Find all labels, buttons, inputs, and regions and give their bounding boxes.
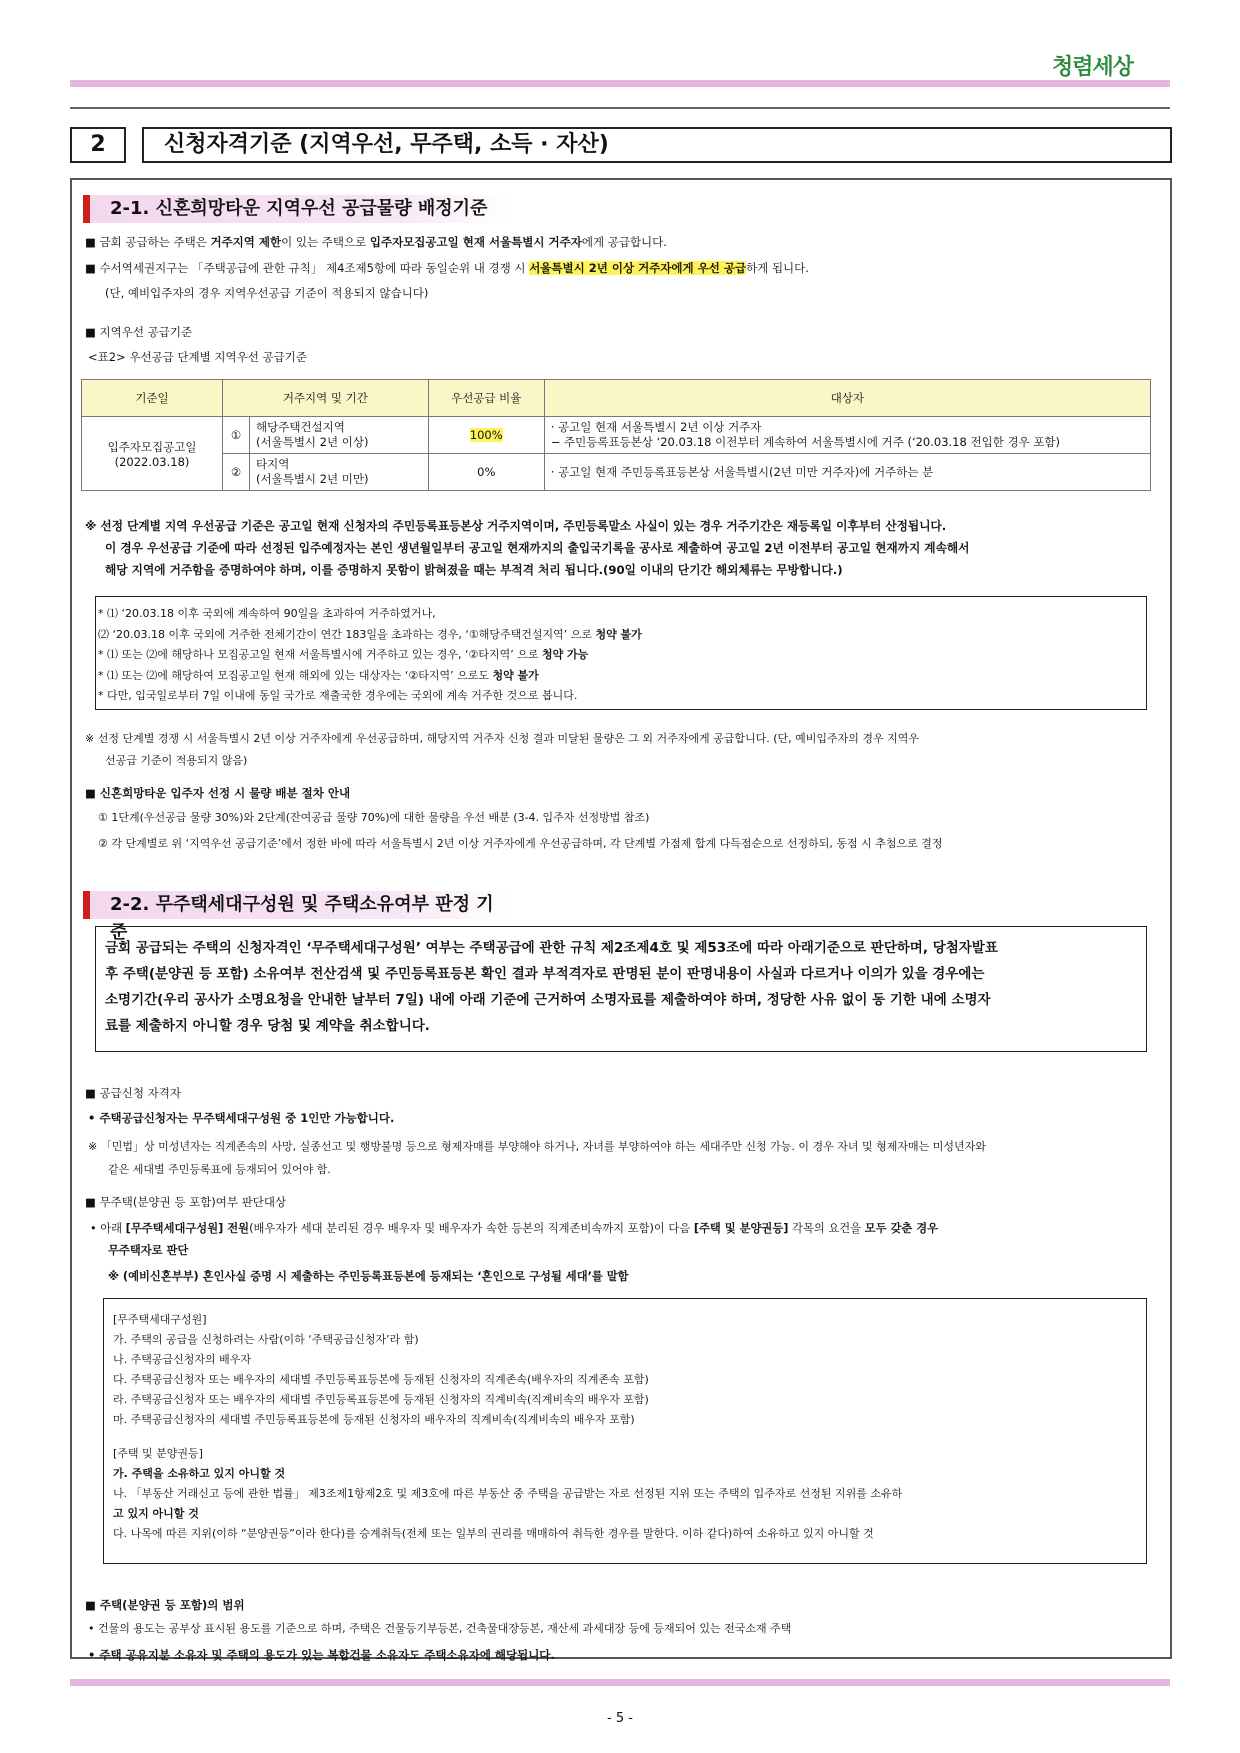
qualification-heading: ■ 공급신청 자격자 xyxy=(85,1086,181,1100)
paragraph-1: ■ 금회 공급하는 주택은 거주지역 제한이 있는 주택으로 입주자모집공고일 현재 서울특별시 거주자에게 공급합니다. xyxy=(85,235,667,249)
row2-number: ② xyxy=(223,454,250,491)
priority-table xyxy=(81,379,1151,491)
paragraph-2: ■ 수서역세권지구는 「주택공급에 관한 규칙」 제4조제5항에 따라 동일순위 내 경쟁 시 서울특별시 2년 이상 거주자에게 우선 공급하게 됩니다. xyxy=(85,261,809,275)
procedure-2: ② 각 단계별로 위 ‘지역우선 공급기준’에서 정한 바에 따라 서울특별시 2년 이상 거주자에게 우선공급하며, 각 단계별 가점제 합계 다득점순으로 선정하되, 동점 시 추첨으로 결정 xyxy=(98,837,943,850)
date-label: 입주자모집공고일 xyxy=(107,439,197,454)
subsection-heading-2-2: 2-2. 무주택세대구성원 및 주택소유여부 판정 기준 xyxy=(83,891,510,919)
section-title: 신청자격기준 (지역우선, 무주택, 소득 · 자산) xyxy=(142,127,1172,163)
page-number: - 5 - xyxy=(607,1711,633,1726)
range-heading: ■ 주택(분양권 등 포함)의 범위 xyxy=(85,1598,245,1612)
logo-text: 청렴세상 xyxy=(1052,55,1134,80)
date-value: (2022.03.18) xyxy=(114,454,190,469)
criteria-heading: ■ 지역우선 공급기준 xyxy=(85,325,193,339)
row2-target: · 공고일 현재 주민등록표등본상 서울특별시(2년 미만 거주자)에 거주하는 분 xyxy=(544,454,1150,491)
overseas-notice-text: * ⑴ ‘20.03.18 이후 국외에 계속하여 90일을 초과하여 거주하였거나, ⑵ ‘20.03.18 이후 국외에 거주한 전체기간이 연간 183일을 초과하는 경우, ‘①해당주택건설지역’ 으로 청약 불가 * ⑴ 또는 ⑵에 해당하나 모집공고일 현재 서울특별시에 거주하고 있는 경우, ‘②타지역’ 으로 청약 가능 * ⑴ 또는 ⑵에 해당하여 모집공고일 현재 해외에 있는 대상자는 ‘②타지역’ 으로도 청약 불가 * 다만, 입국일로부터 7일 이내에 동일 국가로 재출국한 경우에는 국외에 계속 거주한 것으로 봅니다. xyxy=(98,607,642,702)
header-rule xyxy=(70,107,1170,109)
table-header-ratio: 우선공급 비율 xyxy=(428,380,544,417)
housing-judgement-text: 금회 공급되는 주택의 신청자격인 ‘무주택세대구성원’ 여부는 주택공급에 관한 규칙 제2조제4호 및 제53조에 따라 아래기준으로 판단하며, 당첨자발표 후 주택(분양권 등 포함) 소유여부 전산검색 및 주민등록표등본 확인 결과 부적격자로 판명된 분이 판명내용이 사실과 다르거나 이의가 있을 경우에는 소명기간(우리 공사가 소명요청을 안내한 날부터 7일) 내에 아래 기준에 근거하여 소명자료를 제출하여야 하며, 정당한 사유 없이 동 기한 내에 소명자 료를 제출하지 아니할 경우 당첨 및 계약을 취소합니다. xyxy=(105,940,998,1034)
subsection-heading-2-1: 2-1. 신혼희망타운 지역우선 공급물량 배정기준 xyxy=(83,195,510,223)
qualification-note: ※ 「민법」상 미성년자는 직계존속의 사망, 실종선고 및 행방불명 등으로 형제자매를 부양해야 하거나, 자녀를 부양하여야 하는 세대주만 신청 가능. 이 경우 자녀 및 형제자매는 미성년자와 같은 세대별 주민등록표에 등재되어 있어야 함. xyxy=(88,1140,986,1176)
notice-2: ※ 선정 단계별 경쟁 시 서울특별시 2년 이상 거주자에게 우선공급하며, 해당지역 거주자 신청 결과 미달된 물량은 그 외 거주자에게 공급합니다. (단, 예비입주자의 경우 지역우 선공급 기준이 적용되지 않음) xyxy=(85,732,919,767)
table-header-date: 기준일 xyxy=(82,380,223,417)
range-line-2: • 주택 공유지분 소유자 및 주택의 용도가 있는 복합건물 소유자도 주택소유자에 해당됩니다. xyxy=(88,1648,555,1662)
row1-ratio: 100% xyxy=(428,417,544,454)
footer-divider xyxy=(70,1679,1170,1686)
table-date-cell xyxy=(82,417,223,491)
house-check-text: • 아래 [무주택세대구성원] 전원(배우자가 세대 분리된 경우 배우자 및 배우자가 속한 등본의 직계존비속까지 포함)이 다음 [주택 및 분양권등] 각목의 요건을 모두 갖춘 경우 무주택자로 판단 ※ (예비신혼부부) 혼인사실 증명 시 제출하는 주민등록표등본에 등재되는 ‘혼인으로 구성될 세대’를 말함 xyxy=(90,1222,939,1283)
procedure-1: ① 1단계(우선공급 물량 30%)와 2단계(잔여공급 물량 70%)에 대한 물량을 우선 배분 (3-4. 입주자 선정방법 참조) xyxy=(98,811,650,824)
paragraph-3: (단, 예비입주자의 경우 지역우선공급 기준이 적용되지 않습니다) xyxy=(105,286,429,300)
row2-area: 타지역 (서울특별시 2년 미만) xyxy=(250,454,429,491)
table-header-area: 거주지역 및 기간 xyxy=(223,380,429,417)
table-caption: <표2> 우선공급 단계별 지역우선 공급기준 xyxy=(88,350,307,364)
procedure-heading: ■ 신혼희망타운 입주자 선정 시 물량 배분 절차 안내 xyxy=(85,786,351,800)
row1-number: ① xyxy=(223,417,250,454)
table-header-target: 대상자 xyxy=(544,380,1150,417)
logo xyxy=(1052,50,1133,81)
row2-ratio: 0% xyxy=(428,454,544,491)
house-check-heading: ■ 무주택(분양권 등 포함)여부 판단대상 xyxy=(85,1195,287,1209)
header-divider xyxy=(70,80,1170,87)
notice-block: ※ 선정 단계별 지역 우선공급 기준은 공고일 현재 신청자의 주민등록표등본상 거주지역이며, 주민등록말소 사실이 있는 경우 거주기간은 재등록일 이후부터 산정됩니다. 이 경우 우선공급 기준에 따라 선정된 입주예정자는 본인 생년월일부터 공고일 현재까지의 출입국기록을 공사로 제출하여 공고일 2년 이전부터 공고일 현재까지 계속해서 해당 지역에 거주함을 증명하여야 하며, 이를 증명하지 못함이 밝혀졌을 때는 부적격 처리 됩니다.(90일 이내의 단기간 해외체류는 무방합니다.) xyxy=(85,519,970,577)
row1-target: · 공고일 현재 서울특별시 2년 이상 거주자 − 주민등록표등본상 ‘20.03.18 이전부터 계속하여 서울특별시에 거주 (‘20.03.18 전입한 경우 포함) xyxy=(544,417,1150,454)
qualification-line: • 주택공급신청자는 무주택세대구성원 중 1인만 가능합니다. xyxy=(88,1111,395,1125)
row1-area: 해당주택건설지역 (서울특별시 2년 이상) xyxy=(250,417,429,454)
members-text: [무주택세대구성원] 가. 주택의 공급을 신청하려는 사람(이하 ‘주택공급신청자’라 함) 나. 주택공급신청자의 배우자 다. 주택공급신청자 또는 배우자의 세대별 주민등록표등본에 등재된 신청자의 직계존속(배우자의 직계존속 포함) 라. 주택공급신청자 또는 배우자의 세대별 주민등록표등본에 등재된 신청자의 직계비속(직계비속의 배우자 포함) 마. 주택공급신청자의 세대별 주민등록표등본에 등재된 신청자의 배우자의 직계비속(직계비속의 배우자 포함) [주택 및 분양권등] 가. 주택을 소유하고 있지 아니할 것 나. 「부동산 거래신고 등에 관한 법률」 제3조제1항제2호 및 제3호에 따른 부동산 중 주택을 공급받는 자로 선정된 지위 또는 주택의 입주자로 선정된 지위를 소유하 고 있지 아니할 것 다. 나목에 따른 지위(이하 “분양권등”이라 한다)를 승계취득(전체 또는 일부의 권리를 매매하여 취득한 경우를 말한다. 이하 같다)하여 소유하고 있지 아니할 것 xyxy=(113,1313,903,1540)
range-line-1: • 건물의 용도는 공부상 표시된 용도를 기준으로 하며, 주택은 건물등기부등본, 건축물대장등본, 재산세 과세대장 등에 등재되어 있는 전국소재 주택 xyxy=(88,1622,792,1635)
section-number: 2 xyxy=(70,127,126,163)
